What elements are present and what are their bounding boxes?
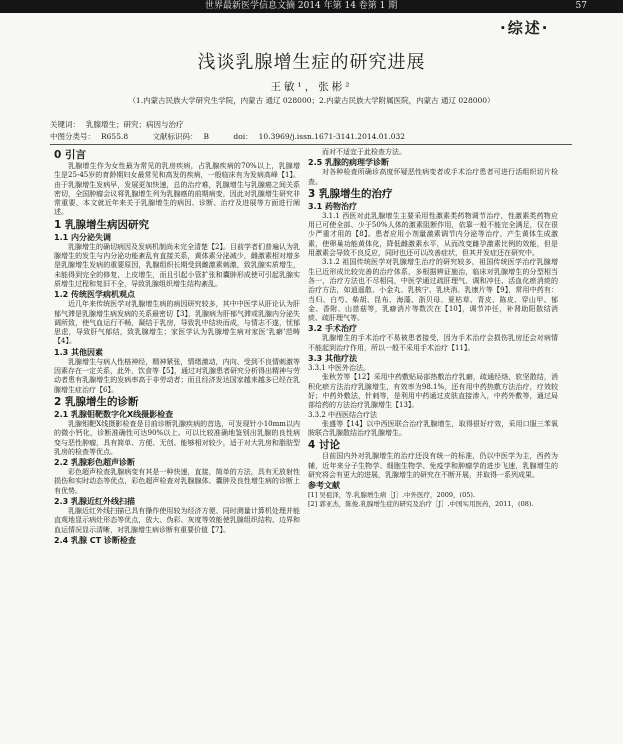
keywords-value: 乳腺增生；研究；病因与治疗 <box>86 120 184 129</box>
reference-item: [1] 吴祖泽，等.乳腺增生病［J］.中外医疗，2009，(05). <box>308 491 475 500</box>
section-tag: ·综述· <box>500 19 550 37</box>
section-heading: 2.4 乳腺 CT 诊断检查 <box>54 535 136 545</box>
doc-code-value: B <box>203 132 210 141</box>
clc-label: 中图分类号： <box>50 132 95 141</box>
keywords-line <box>50 119 190 130</box>
section-heading: 参考文献 <box>308 481 340 491</box>
keywords-label: 关键词： <box>50 120 80 129</box>
clc-value: R655.8 <box>101 132 129 141</box>
reference-item: [2] 郭亚杰，陈俊.乳腺增生症的研究及治疗［J］.中国实用医药，2011，(08). <box>308 499 534 508</box>
section-heading: 3.3.1 中医外治法。 <box>308 364 371 373</box>
paragraph: 乳腺增生与病人性格神经，精神紧张，情绪激动，内向、受到不良情刺激等因素存在一定关系，此外，饮食等【5】，通过对乳腺患者研究分析得出精神与劳动者患有乳腺增生的发病率高于非劳动者；而且经济发达国家越来越多已经在乳腺增生症治疗【6】。 <box>54 357 300 394</box>
page-header <box>0 0 623 13</box>
section-heading: 0 引言 <box>54 149 86 161</box>
article-title: 浅谈乳腺增生症的研究进展 <box>197 52 426 73</box>
section-heading: 2.3 乳腺近红外线扫描 <box>54 497 135 507</box>
right-column <box>308 148 558 509</box>
section-heading: 2.2 乳腺彩色超声诊断 <box>54 458 135 468</box>
section-heading: 2.5 乳腺的病理学诊断 <box>308 158 389 168</box>
section-heading: 4 讨论 <box>308 439 340 452</box>
section-heading: 1 乳腺增生病因研究 <box>54 218 149 231</box>
paragraph: 乳腺钼靶X线摄影检查是目前诊断乳腺疾病的首选，可发现针小10mm以内的微小钙化，诊断准确性可达90%以上。可以比较准确地鉴别出乳腺的良性病变与恶性肿瘤，具有简单、方便、无创、能够相对较少，适于对大乳房和脂肪型乳房的检查等优点。 <box>54 419 300 456</box>
doc-code-label: 文献标识码： <box>152 132 198 141</box>
page-number: 57 <box>575 1 587 11</box>
section-heading: 1.3 其他因素 <box>54 347 103 357</box>
paragraph: 彩色超声检查乳腺病变有其是一种快速，直接，简单的方法，具有无放射性损伤和实时动态等优点，彩色超声检查对乳腺腺体、囊肿及良性增生病的诊断上有优势。 <box>54 468 300 495</box>
author-affiliation: （1.内蒙古民族大学研究生学院，内蒙古 通辽 028000；2.内蒙古民族大学附属医院，内蒙古 通辽 028000） <box>128 96 495 105</box>
paragraph: 近几年来传统医学对乳腺增生病的病因研究较多，其中中医学从肝论认为肝郁气滞是乳腺增生病发病的关系最密切【3】，乳腺病为肝郁气滞或乳腺内分泌失调所致，使气血运行不畅，凝结于乳房，导致乳中结块而成，与情志不遂，忧郁思虑，导致肝气郁结，致乳腺增生；家医学认为乳腺增生病对家医‘乳癖’范畴【4】。 <box>54 300 300 346</box>
paragraph: 乳腺增生的确切病因及发病机制尚未完全清楚【2】。目前学者们普遍认为乳腺增生的发生与内分泌功能紊乱有直接关系，黄体素分泌减少，雌激素相对增多是乳腺增生发病的重要原因，乳腺组织长期受到雌激素刺激，致乳腺实质增生，未能得到完全的修复，上皮增生，而且引起小管扩张和囊肿形成使可引起乳腺实质增生过程和复旧不全，导致乳腺组织增生结构紊乱。 <box>54 242 300 288</box>
section-heading: 2.1 乳腺钼靶数字化X线摄影检查 <box>54 409 174 419</box>
classification-line <box>50 131 411 142</box>
paragraph: 3.1.2 祖国传统医学对乳腺增生治疗的研究较多，祖国传统医学治疗乳腺增生已近形成比较完善的治疗体系，多根据辨证施治，临床对乳腺增生的分型相当各一，治疗方法也不尽相同，中医学通过疏肝理气、调和冲任、活血化瘀消痰的治疗方法，如逍遥散、小金丸、乳核宁、乳块消、乳康片等【9】，常用中药有：当归、白芍、柴胡、昆布、海藻、浙贝母、夏枯草、青皮、陈皮、穿山甲、郁金、香附、山慈菇等，乳癖消片等数次在【10】，调节冲任，补肾助阳散结消痰、疏肝理气等。 <box>308 258 558 323</box>
paragraph: 而对不适宜于此检查方法。 <box>322 148 406 156</box>
section-heading: 2 乳腺增生的诊断 <box>54 395 139 408</box>
paragraph: 对各种检查所确诊高度怀疑恶性病变者或手术治疗患者可进行活组织切片检查。 <box>308 168 558 186</box>
doi-value: 10.3969/j.issn.1671-3141.2014.01.032 <box>258 132 406 141</box>
doi-label: doi： <box>233 132 253 141</box>
section-heading: 3.3 其他疗法 <box>308 354 357 364</box>
section-heading: 3 乳腺增生的治疗 <box>308 187 393 200</box>
paragraph: 张盛等【14】以中西医联合治疗乳腺增生，取得很好疗效，采用口服三苯氧胺联合乳腺散结治疗乳腺增生。 <box>308 419 558 438</box>
paragraph: 张秋芳等【12】采用中药敷贴局部热敷治疗乳癖，疏通经络，软坚散结，消积化瘀方法治疗乳腺增生，有效率为98.1%，还有用中药热敷方法治疗，疗效较好；中药外敷法，针刺等，是利用中药通过皮肤直接渗入，中药外敷等，通过局部给药的方法治疗乳腺增生【13】。 <box>308 373 558 410</box>
left-column <box>54 148 300 546</box>
paragraph: 乳腺增生的手术治疗不易被患者接受，因为手术治疗会损伤乳房还会对病情不能起到治疗作用，所以一般不采用手术治疗【11】。 <box>308 334 558 352</box>
section-heading: 3.2 手术治疗 <box>308 324 357 334</box>
header-divider <box>50 144 572 145</box>
journal-name: 世界最新医学信息文摘 2014 年第 14 卷第 1 期 <box>205 1 398 11</box>
paragraph: 乳腺增生作为女性最为常见的乳房疾病，占乳腺疾病的70%以上，乳腺增生是25-45岁的育龄期妇女最常见和高发的疾病，一般临床有为发病高峰【1】。由于乳腺增生发病早，发展更加快速，总的治疗难，乳腺增生与乳腺癌之间关系密切，全国肿瘤会议将乳腺增生列为乳腺癌的前期病变，因此对乳腺增生研究非常重要，本文就近年来关于乳腺增生的病因、诊断、治疗及进展等方面进行阐述。 <box>54 162 300 217</box>
paragraph: 乳腺近红外线扫描已具有操作使用较为经济方便、同时测量计算机处理并能直观地显示病灶形态等优点，放大、伪彩、灰度等效能使乳腺组织结构、边界和血运情况显示清晰，对乳腺增生病诊断有重要价值【7】。 <box>54 507 300 534</box>
section-heading: 3.3.2 中西医结合疗法 <box>308 410 378 419</box>
paragraph: 3.1.1 西医对此乳腺增生主要采用性激素类药物调节治疗，性激素类药物应用已可使全部、少于50%人体的激素阻断作用，依靠一般不能完全满足，仅在很少严重才用的【8】。患者应用小剂量激素调节内分泌等治疗，产生黄体生成激素，使卵巢功能黄体化，降低雌激素水平，从而改变雌孕激素比例的效能，但是用激素会导致不良反应，同时也还可以改善症状，但其并发症还在研究中。 <box>308 211 558 258</box>
section-heading: 3.1 药物治疗 <box>308 201 357 211</box>
paragraph: 目前国内外对乳腺增生的治疗还没有统一的标准，仍以中医学为主，西药为辅，近年来分子生物学、细胞生物学、免疫学和肿瘤学的进步飞速，乳腺增生的研究将会有更大的进展，乳腺增生的研究在不断开展，并取得一系列成果。 <box>308 452 558 480</box>
section-heading: 1.1 内分泌失调 <box>54 232 111 242</box>
article-authors: 王敏¹，张彬² <box>270 81 353 93</box>
section-heading: 1.2 传统医学病机观点 <box>54 290 135 300</box>
